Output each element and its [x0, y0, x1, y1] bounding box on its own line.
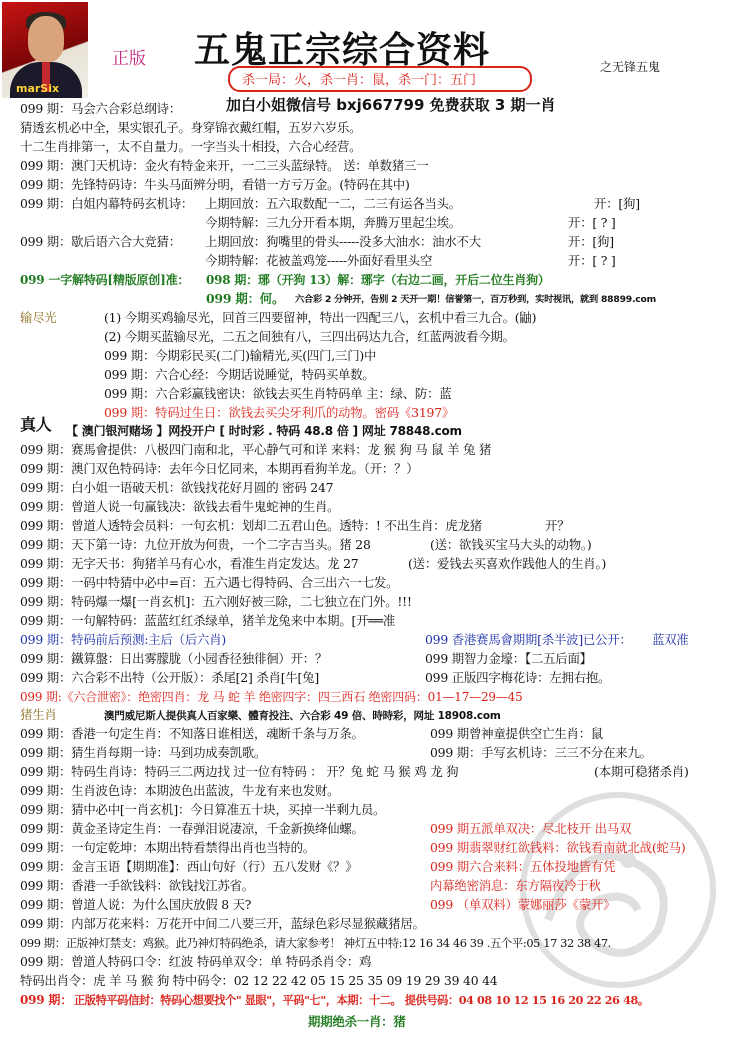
text-line: (送：爱钱去买喜欢作践他人的生肖。) — [408, 556, 607, 571]
text-line: 099 期：白小姐一语破天机：欲钱找花好月圆的 密码 247 — [20, 480, 334, 495]
text-line: 099 期：金言玉语【期期准】：西山句好（行）五八发财《？》 — [20, 859, 358, 874]
text-line: 开：[狗] — [594, 196, 640, 211]
text-line: 099 期：内部万花来料：万花开中间二八要三开，蓝绿色彩尽显猴藏猪居。 — [20, 916, 425, 931]
side-tag: 之无锋五鬼 — [600, 60, 661, 74]
text-line: 099 期：六合彩不出特（公开版）：杀尾[2] 杀肖[牛[兔] — [20, 670, 319, 685]
text-line: 099 正版四字梅花诗：左拥右抱。 — [425, 670, 611, 685]
text-line: 期期绝杀一肖：猪 — [308, 1014, 406, 1029]
text-line: 099 期： — [20, 993, 73, 1007]
text-line: 099 期：无字天书：狗猪羊马有心水，看准生肖定发达。龙 27 — [20, 556, 359, 571]
text-line: 099 期：特码爆一爆[一肖玄机]：五六刚好被三除，二七独立在门外。!!! — [20, 594, 412, 609]
ad-line: 六合彩 2 分钟开，告别 2 天开一期！信誉第一，百万秒到，实时视讯，就到 88899.com — [295, 294, 656, 305]
text-line: 099 期：黄金圣诗定生肖：一春弹泪说凄凉，千金新换绛仙螺。 — [20, 821, 364, 836]
text-line: 099 期：手写玄机诗：三三不分在来九。 — [430, 745, 652, 760]
text-line: 开？ — [545, 518, 570, 533]
text-line: 099 期五派单双决：尽北枝开 出马双 — [430, 821, 632, 836]
text-line: 上期回放：五六取数配一二，二三有运各当头。 — [205, 196, 462, 211]
text-line: 099 期：澳门天机诗：金火有特金来开，一二三头蓝绿特。 送：单数猪三一 — [20, 158, 429, 173]
text-line: 099 期：歇后语六合大竞猜： — [20, 234, 181, 249]
author-photo — [2, 2, 88, 98]
text-line: 099 期：鐵算盤：日出雾朦胧（小园香径独徘徊）开：？ — [20, 651, 328, 666]
text-line: 099 期：生肖波色诗：本期波色出蓝波，牛龙有来也发财。 — [20, 783, 340, 798]
text-line: 099 期：白姐内幕特码玄机诗： — [20, 196, 194, 211]
text-line: 099 期：六合心经：今期话说睡觉，特码买单数。 — [104, 367, 375, 382]
text-line: 099 期：特码生肖诗：特码三二两边找 过一位有特码 ： 开？兔 蛇 马 猴 鸡 龙 狗 — [20, 764, 459, 779]
text-line: 099 期：曾道人特码口令：红波 特码单双令：单 特码杀肖令：鸡 — [20, 954, 372, 969]
text-line: 099 期：先锋特码诗：牛头马面辨分明，看错一方亏万金。(特码在其中) — [20, 177, 410, 192]
text-line: 099 期六合来料：五体投地皆有凭 — [430, 859, 616, 874]
text-line: 开：[狗] — [568, 234, 614, 249]
text-line: (2) 今期买蓝输尽光，二五之间独有八，三四出码达九合，红蓝两波看今期。 — [104, 329, 515, 344]
text-line: 099 期翡翠财红欲钱料：欲钱看南就北战(蛇马) — [430, 840, 686, 855]
text-line: 099 期：猜中必中[一肖玄机]：今日算准五十块，买掉一半剩九员。 — [20, 802, 386, 817]
text-line: 099 期：今期彩民买(二门)输精光,买(四门,三门)中 — [104, 348, 377, 363]
text-line: 099 期：曾道人说一句赢钱决：欲钱去看牛鬼蛇神的生肖。 — [20, 499, 340, 514]
text-line: 099 期：特码过生日：欲钱去买尖牙利爪的动物。密码《3197》 — [104, 405, 455, 420]
text-line: 099 期：猜生肖每期一诗：马到功成奏凯歌。 — [20, 745, 267, 760]
text-line: 099 期：香港一手欲钱料：欲钱找江苏省。 — [20, 878, 255, 893]
text-line: 输尽光 — [20, 310, 57, 325]
text-line: 上期回放：狗嘴里的骨头-----没多大油水：油水不大 — [205, 234, 481, 249]
text-line: (送：欲钱买宝马大头的动物。) — [430, 537, 592, 552]
text-line: 099 期：何。 — [206, 291, 285, 306]
text-line: 今期特解：花被盖鸡笼-----外面好看里头空 — [205, 253, 433, 268]
text-line: 099 期：一码中特猜中必中=百：五六遇七得特码、合三出六一七发。 — [20, 575, 399, 590]
text-line: 099 期：曾道人透特会员料：一句玄机：划却二五君山色。透特：! 不出生肖：虎龙猪 — [20, 518, 482, 533]
slogan-text: 杀一局：火，杀一肖：鼠，杀一门：五门 — [242, 73, 477, 88]
text-line: 内幕绝密消息：东方隔夜冷于秋 — [430, 878, 601, 893]
text-line: 099 期：六合彩赢钱密诀：欲钱去买生肖特码单 主：绿、防：蓝 — [104, 386, 452, 401]
photo-logo: marSix — [16, 82, 60, 95]
text-line: 099 香港赛馬會期期[杀半波]已公开： — [425, 632, 632, 647]
text-line: 099 期：澳门双色特码诗：去年今日忆同来，本期再看狗羊龙。（开：？） — [20, 461, 419, 476]
text-line: 098 期：琊（开狗 13）解：琊字（右边二画，开后二位生肖狗） — [206, 273, 550, 287]
text-line: 开：[ ? ] — [568, 253, 616, 268]
text-line: 099 一字解特码[精版原创]准： — [20, 273, 190, 287]
text-line: 099 期：曾道人说：为什么国庆放假 8 天? — [20, 897, 252, 912]
text-line: 今期特解：三九分开看本期，奔腾万里起尘埃。 — [205, 215, 462, 230]
text-line: 猪生肖 — [20, 707, 57, 722]
text-line: 蓝双准 — [652, 632, 689, 647]
text-line: (本期可稳猪杀肖) — [594, 764, 689, 779]
text-line: 099 期：天下第一诗：九位开放为何贵，一个二字吉当头。猪 28 — [20, 537, 371, 552]
text-line: 099 期智力金壕：【二五后面】 — [425, 651, 592, 666]
text-line: 099 期：香港一句定生肖：不知落日谁相送，魂断千条与万条。 — [20, 726, 364, 741]
photo-face — [28, 16, 64, 62]
zhengban-label: 正版 — [112, 49, 146, 69]
text-line: 开：[ ? ] — [568, 215, 616, 230]
text-line: 真人 — [20, 415, 52, 434]
text-line: 099 期曾神童提供空亡生肖：鼠 — [430, 726, 604, 741]
ad-line: 【 澳门银河赌场 】网投开户 [ 时时彩 . 特码 48.8 倍 ] 网址 78848.com — [66, 424, 462, 438]
page-title: 五鬼正宗综合资料 — [194, 29, 491, 71]
text-line: 099 期：一句解特码：蓝蓝红红杀绿单，猪羊龙兔来中本期。[开══准 — [20, 613, 396, 628]
text-line: 099 期：一句定乾坤：本期出特看禁得出肖也当特的。 — [20, 840, 315, 855]
text-line: 099 期：马会六合彩总纲诗： — [20, 101, 181, 116]
promo-wechat: 加白小姐微信号 bxj667799 免费获取 3 期一肖 — [226, 96, 556, 114]
text-line: 猜透玄机必中全，果实银孔子。身穿锦衣戴红帽，五岁六岁乐。 — [20, 120, 362, 135]
text-line: 特码出肖令：虎 羊 马 猴 狗 特中码令：02 12 22 42 05 15 25 35 09 19 29 39 40 44 — [20, 973, 498, 988]
text-line: 099 期：正版神灯禁支：鸡猴。此乃神灯特码绝杀，请大家参考！ 神灯五中特:12 16 34 46 39 .五个平:05 17 32 38 47. — [20, 936, 611, 950]
text-line: 099 （单双料）蒙娜丽莎《蒙开》 — [430, 897, 616, 912]
text-line: 十二生肖排第一，太不自量力。一字当头十相投，六合心经营。 — [20, 139, 362, 154]
ad-line: 澳門威尼斯人提供真人百家樂、體育投注、六合彩 49 倍、時時彩，网址 18908.com — [104, 710, 501, 722]
text-line: 正版特平码信封：特码心想要找个" 显眼"，平码"七"，本期：十二。 提供号码：04 08 10 12 15 16 20 22 26 48。 — [74, 993, 649, 1007]
text-line: 099 期：特码前后预测:主后（后六肖) — [20, 632, 227, 647]
text-line: 099 期：赛馬會提供：八极四门南和北，平心静气可和详 来料：龙 猴 狗 马 鼠 羊 兔 猪 — [20, 442, 492, 457]
text-line: 099 期:《六合泄密》：绝密四肖：龙 马 蛇 羊 绝密四字：四三西石 绝密四码：01—17—29—45 — [20, 690, 523, 704]
text-line: (1) 今期买鸡输尽光，回首三四要留神，特出一四配三八，玄机中看三九合。(鼬) — [104, 310, 537, 325]
